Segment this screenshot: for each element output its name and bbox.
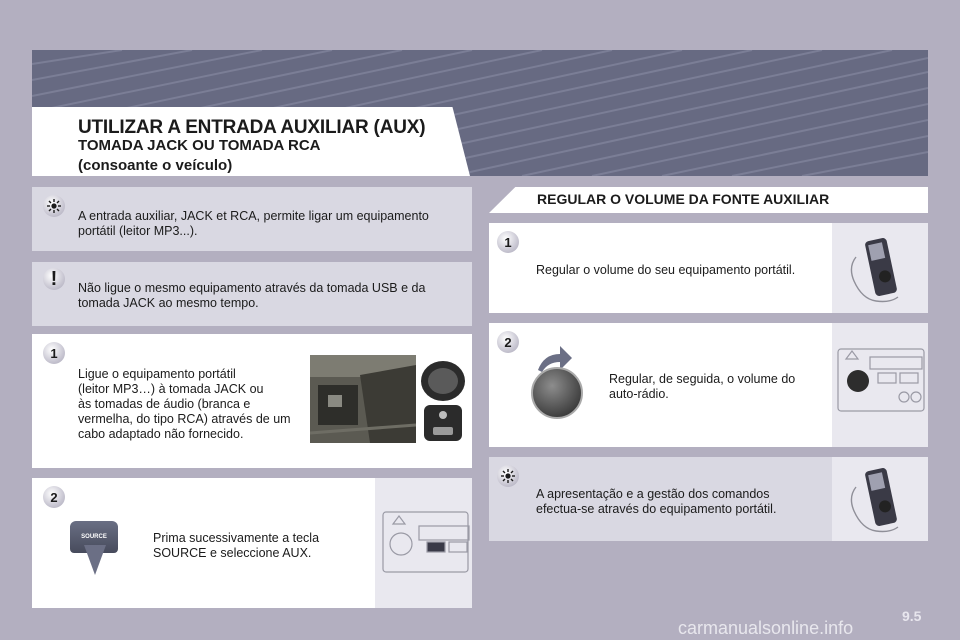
step1-badge: 1 [43, 342, 65, 364]
jack-socket-photo [310, 355, 416, 443]
step2-badge: 2 [43, 486, 65, 508]
mp3-player-illustration-2 [832, 457, 928, 541]
jack-socket-icon [418, 357, 468, 445]
mp3-player-illustration [832, 223, 928, 313]
info-icon [497, 465, 519, 487]
step1-text: Ligue o equipamento portátil (leitor MP3…) à tomada JACK ou às tomadas de áudio (branca e vermelha, do tipo RCA) através de um cabo adaptado não fornecido. [78, 367, 291, 441]
arrow-down-icon [84, 545, 106, 575]
volume-section-title: REGULAR O VOLUME DA FONTE AUXILIAR [537, 191, 830, 207]
volume-step1-badge: 1 [497, 231, 519, 253]
info-icon [43, 195, 65, 217]
page-subtitle-note: (consoante o veículo) [78, 157, 233, 174]
warning-text: Não ligue o mesmo equipamento através da tomada USB e da tomada JACK ao mesmo tempo. [78, 281, 426, 310]
page-title: UTILIZAR A ENTRADA AUXILIAR (AUX) [78, 117, 426, 138]
volume-info-text: A apresentação e a gestão dos comandos efectua-se através do equipamento portátil. [536, 487, 777, 516]
volume-step2-badge: 2 [497, 331, 519, 353]
volume-knob-icon [531, 367, 583, 419]
step2-text: Prima sucessivamente a tecla SOURCE e seleccione AUX. [153, 531, 320, 560]
page-number: 9.5 [902, 608, 922, 624]
radio-illustration-left [375, 478, 472, 608]
warning-icon: ! [43, 268, 65, 290]
page-subtitle: TOMADA JACK OU TOMADA RCA [78, 137, 321, 154]
volume-step1-text: Regular o volume do seu equipamento portátil. [536, 263, 796, 277]
radio-illustration-right [832, 323, 928, 447]
info-text: A entrada auxiliar, JACK et RCA, permite ligar um equipamento portátil (leitor MP3...). [78, 209, 429, 238]
volume-step2-text: Regular, de seguida, o volume do auto-rádio. [609, 372, 796, 401]
watermark: carmanualsonline.info [678, 618, 854, 638]
source-button-label: SOURCE [81, 534, 107, 540]
